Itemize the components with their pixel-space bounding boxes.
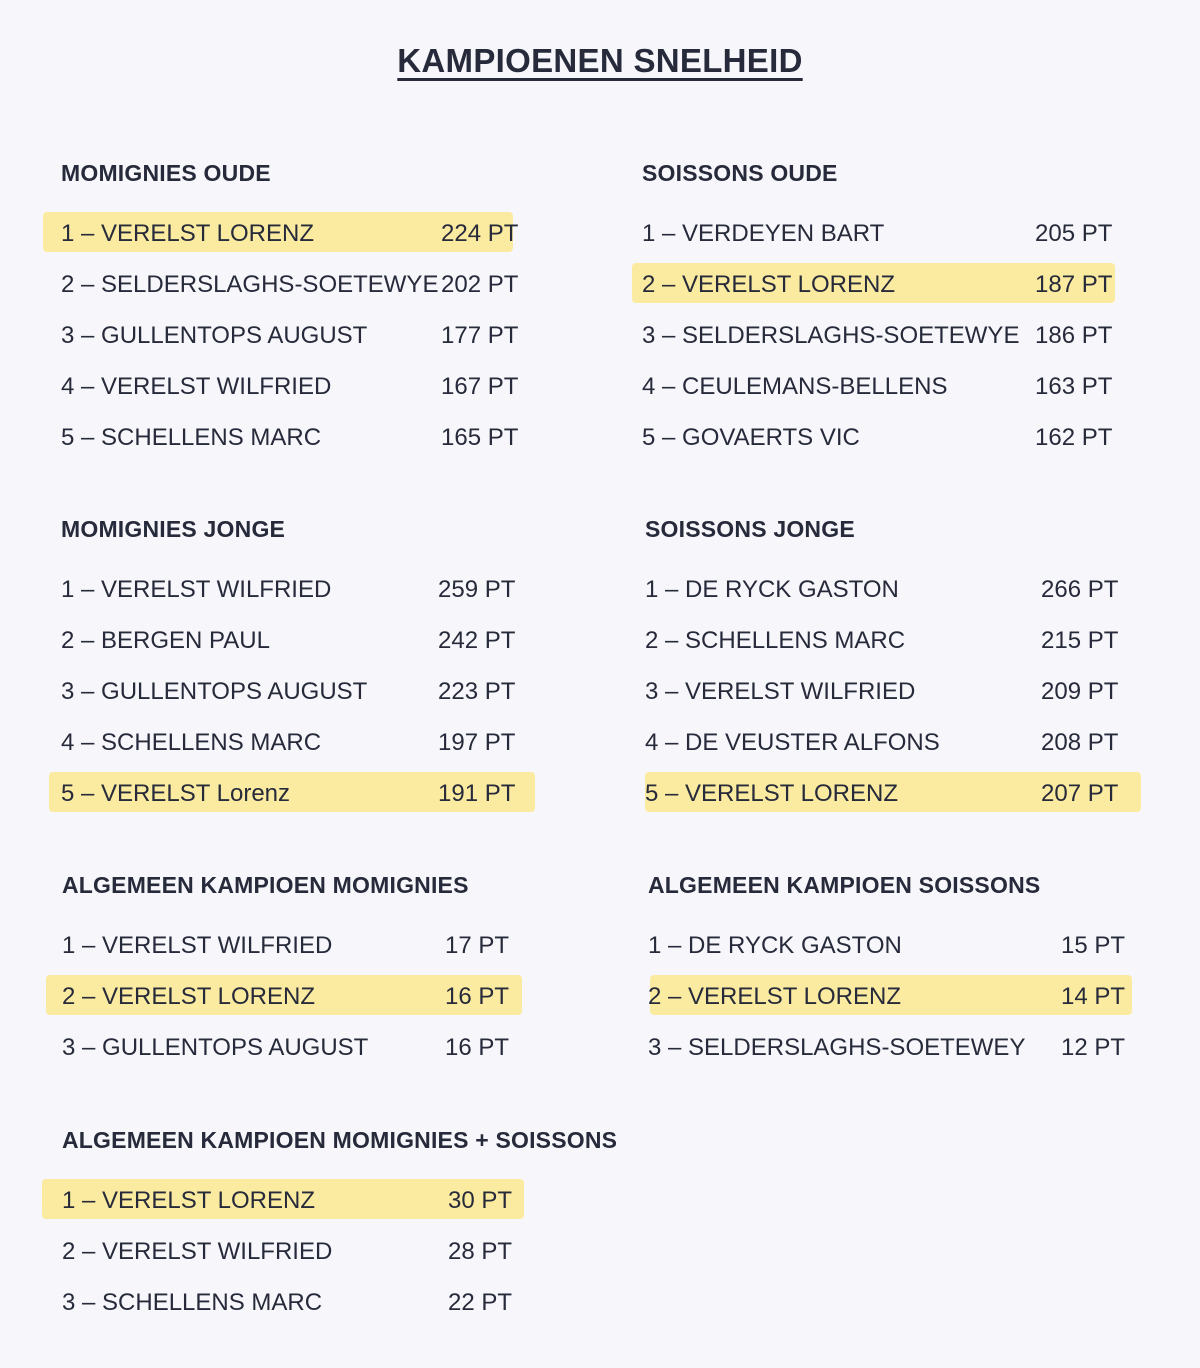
ranking-row [61, 362, 621, 413]
points-value: 14 PT [1061, 983, 1126, 1010]
ranking-row [648, 972, 1200, 1023]
ranking-row [61, 413, 621, 464]
section-heading: ALGEMEEN KAMPIOEN MOMIGNIES [62, 872, 469, 898]
competitor-name: 2 – VERELST WILFRIED [62, 1238, 333, 1265]
ranking-row [62, 921, 622, 972]
competitor-name: 1 – VERELST LORENZ [61, 220, 314, 247]
ranking-list [645, 565, 1200, 820]
points-value: 30 PT [448, 1187, 513, 1214]
ranking-row [62, 1176, 622, 1227]
points-value: 259 PT [438, 576, 516, 603]
competitor-name: 1 – VERELST LORENZ [62, 1187, 315, 1214]
ranking-row [61, 616, 621, 667]
ranking-row [61, 667, 621, 718]
competitor-name: 1 – VERELST WILFRIED [62, 932, 333, 959]
competitor-name: 3 – SELDERSLAGHS-SOETEWYE [642, 322, 1020, 349]
competitor-name: 2 – VERELST LORENZ [642, 271, 895, 298]
competitor-name: 4 – SCHELLENS MARC [61, 729, 322, 756]
competitor-name: 3 – GULLENTOPS AUGUST [61, 322, 368, 349]
competitor-name: 1 – VERELST WILFRIED [61, 576, 332, 603]
section-heading: SOISSONS JONGE [645, 516, 855, 542]
points-value: 162 PT [1035, 424, 1113, 451]
ranking-list [61, 565, 621, 820]
competitor-name: 2 – SCHELLENS MARC [645, 627, 906, 654]
points-value: 205 PT [1035, 220, 1113, 247]
points-value: 17 PT [445, 932, 510, 959]
competitor-name: 1 – DE RYCK GASTON [645, 576, 899, 603]
points-value: 209 PT [1041, 678, 1119, 705]
ranking-row [61, 565, 621, 616]
ranking-row [645, 565, 1200, 616]
ranking-row [642, 260, 1200, 311]
points-value: 186 PT [1035, 322, 1113, 349]
points-value: 224 PT [441, 220, 519, 247]
section-heading: MOMIGNIES JONGE [61, 516, 286, 542]
ranking-row [62, 1023, 622, 1074]
ranking-row [645, 616, 1200, 667]
points-value: 191 PT [438, 780, 516, 807]
competitor-name: 1 – VERDEYEN BART [642, 220, 885, 247]
ranking-row [61, 769, 621, 820]
competitor-name: 3 – GULLENTOPS AUGUST [62, 1034, 369, 1061]
points-value: 28 PT [448, 1238, 513, 1265]
competitor-name: 3 – SELDERSLAGHS-SOETEWEY [648, 1034, 1026, 1061]
points-value: 16 PT [445, 1034, 510, 1061]
ranking-row [642, 311, 1200, 362]
competitor-name: 5 – SCHELLENS MARC [61, 424, 322, 451]
page-title: KAMPIOENEN SNELHEID [397, 42, 803, 79]
ranking-section [62, 870, 622, 1074]
competitor-name: 5 – VERELST LORENZ [645, 780, 898, 807]
points-value: 208 PT [1041, 729, 1119, 756]
points-value: 15 PT [1061, 932, 1126, 959]
points-value: 187 PT [1035, 271, 1113, 298]
ranking-row [642, 209, 1200, 260]
ranking-list [648, 921, 1200, 1074]
ranking-list [61, 209, 621, 464]
competitor-name: 5 – GOVAERTS VIC [642, 424, 860, 451]
ranking-row [642, 413, 1200, 464]
ranking-row [648, 921, 1200, 972]
section-heading: MOMIGNIES OUDE [61, 160, 271, 186]
competitor-name: 5 – VERELST Lorenz [61, 780, 291, 807]
competitor-name: 2 – VERELST LORENZ [648, 983, 901, 1010]
ranking-section [61, 158, 621, 464]
competitor-name: 2 – BERGEN PAUL [61, 627, 270, 654]
points-value: 266 PT [1041, 576, 1119, 603]
ranking-row [642, 362, 1200, 413]
points-value: 223 PT [438, 678, 516, 705]
ranking-row [61, 718, 621, 769]
section-heading: ALGEMEEN KAMPIOEN MOMIGNIES + SOISSONS [62, 1127, 618, 1153]
ranking-list [642, 209, 1200, 464]
competitor-name: 2 – VERELST LORENZ [62, 983, 315, 1010]
section-heading: ALGEMEEN KAMPIOEN SOISSONS [648, 872, 1041, 898]
points-value: 202 PT [441, 271, 519, 298]
points-value: 163 PT [1035, 373, 1113, 400]
ranking-list [62, 1176, 622, 1329]
points-value: 177 PT [441, 322, 519, 349]
competitor-name: 4 – VERELST WILFRIED [61, 373, 332, 400]
section-heading: SOISSONS OUDE [642, 160, 838, 186]
points-value: 12 PT [1061, 1034, 1126, 1061]
ranking-row [61, 260, 621, 311]
ranking-row [61, 311, 621, 362]
ranking-row [62, 1227, 622, 1278]
ranking-row [645, 667, 1200, 718]
ranking-row [645, 718, 1200, 769]
points-value: 16 PT [445, 983, 510, 1010]
ranking-section [62, 1125, 622, 1329]
competitor-name: 3 – GULLENTOPS AUGUST [61, 678, 368, 705]
ranking-row [62, 1278, 622, 1329]
points-value: 165 PT [441, 424, 519, 451]
points-value: 242 PT [438, 627, 516, 654]
ranking-section [645, 514, 1200, 820]
points-value: 215 PT [1041, 627, 1119, 654]
ranking-list [62, 921, 622, 1074]
points-value: 167 PT [441, 373, 519, 400]
points-value: 22 PT [448, 1289, 513, 1316]
ranking-row [648, 1023, 1200, 1074]
competitor-name: 1 – DE RYCK GASTON [648, 932, 902, 959]
competitor-name: 3 – VERELST WILFRIED [645, 678, 916, 705]
ranking-section [648, 870, 1200, 1074]
ranking-section [642, 158, 1200, 464]
ranking-row [61, 209, 621, 260]
competitor-name: 4 – CEULEMANS-BELLENS [642, 373, 948, 400]
competitor-name: 4 – DE VEUSTER ALFONS [645, 729, 940, 756]
competitor-name: 2 – SELDERSLAGHS-SOETEWYE [61, 271, 439, 298]
ranking-row [62, 972, 622, 1023]
points-value: 197 PT [438, 729, 516, 756]
ranking-section [61, 514, 621, 820]
ranking-row [645, 769, 1200, 820]
competitor-name: 3 – SCHELLENS MARC [62, 1289, 323, 1316]
points-value: 207 PT [1041, 780, 1119, 807]
